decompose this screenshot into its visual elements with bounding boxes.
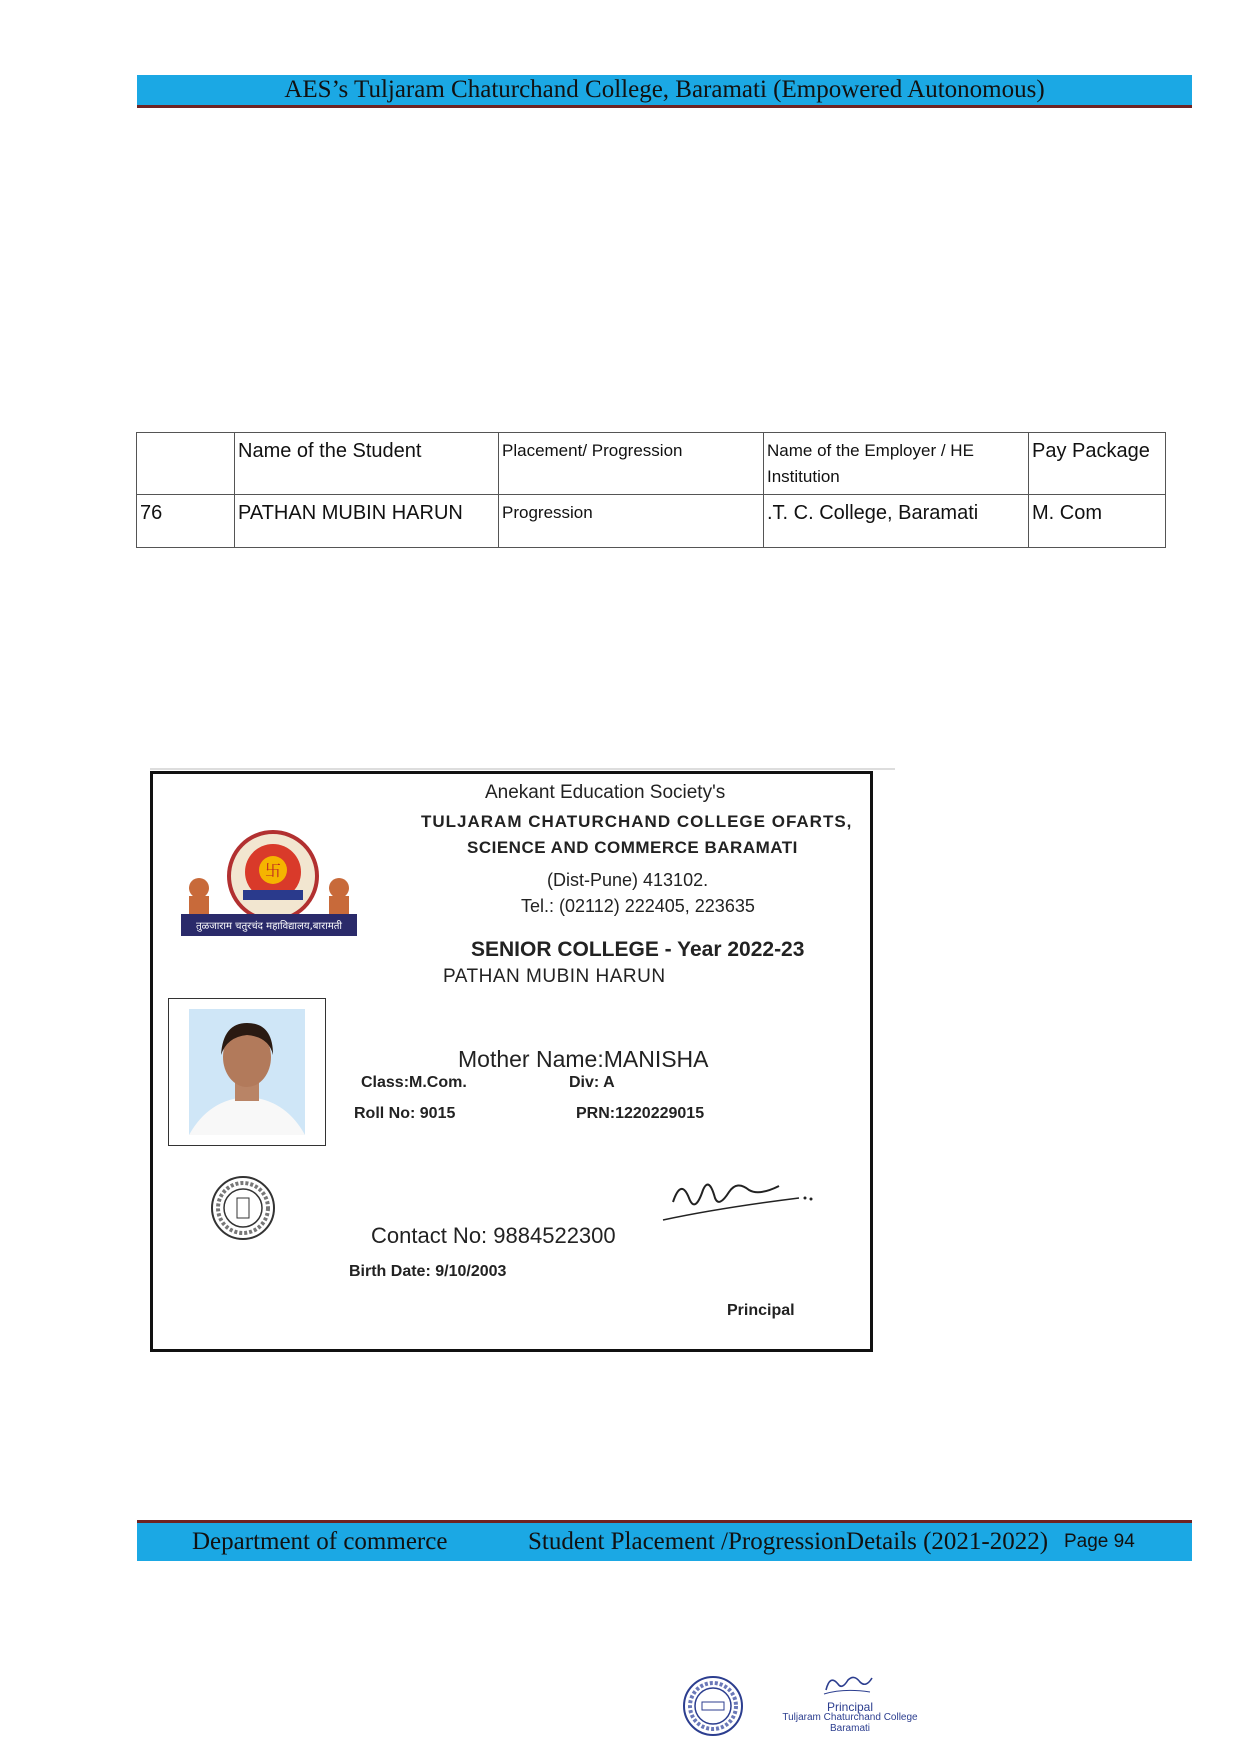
footer-subject: Student Placement /ProgressionDetails (2021-2022) bbox=[528, 1528, 1049, 1555]
cell-sno: 76 bbox=[137, 495, 235, 548]
division-field: Div: A bbox=[569, 1074, 615, 1091]
svg-text:तुळजाराम चतुरचंद महाविद्यालय,ब: तुळजाराम चतुरचंद महाविद्यालय,बारामती bbox=[195, 921, 343, 932]
principal-label: Principal bbox=[727, 1302, 795, 1319]
header-cell-student-name: Name of the Student bbox=[235, 433, 499, 495]
cell-student-name: PATHAN MUBIN HARUN bbox=[235, 495, 499, 548]
college-name-line1: TULJARAM CHATURCHAND COLLEGE OFARTS, bbox=[421, 812, 853, 831]
senior-college-year: SENIOR COLLEGE - Year 2022-23 bbox=[471, 938, 805, 961]
footer-page-number: Page 94 bbox=[1064, 1531, 1135, 1552]
college-stamp-icon bbox=[209, 1174, 277, 1242]
roll-number: Roll No: 9015 bbox=[354, 1105, 456, 1122]
principal-place: Baramati bbox=[829, 1723, 870, 1734]
college-district: (Dist-Pune) 413102. bbox=[547, 870, 709, 890]
footer-department: Department of commerce bbox=[192, 1528, 448, 1555]
mother-name: Mother Name:MANISHA bbox=[458, 1046, 709, 1072]
card-student-name: PATHAN MUBIN HARUN bbox=[443, 966, 666, 987]
college-seal-icon bbox=[682, 1675, 744, 1737]
table-header-row bbox=[137, 433, 1166, 495]
society-name: Anekant Education Society's bbox=[485, 782, 726, 803]
principal-title: Principal bbox=[826, 1700, 874, 1714]
page-footer-band bbox=[137, 1520, 1192, 1561]
principal-college: Tuljaram Chaturchand College bbox=[782, 1712, 918, 1723]
birth-date: Birth Date: 9/10/2003 bbox=[349, 1263, 507, 1280]
student-photo-image bbox=[169, 999, 325, 1145]
header-cell-placement: Placement/ Progression bbox=[499, 433, 764, 495]
table-row bbox=[137, 495, 1166, 548]
college-logo bbox=[181, 826, 357, 946]
cell-pay-package: M. Com bbox=[1029, 495, 1166, 548]
placement-table bbox=[136, 432, 1166, 548]
card-top-edge bbox=[150, 768, 895, 770]
cell-placement: Progression bbox=[499, 495, 764, 548]
college-telephone: Tel.: (02112) 222405, 223635 bbox=[521, 896, 755, 916]
principal-signature-bottom-icon bbox=[820, 1670, 876, 1698]
cell-employer: .T. C. College, Baramati bbox=[764, 495, 1029, 548]
header-cell-sno bbox=[137, 433, 235, 495]
principal-signature-icon bbox=[659, 1168, 819, 1228]
page-header-band bbox=[137, 75, 1192, 108]
svg-text:卐: 卐 bbox=[264, 861, 282, 880]
student-id-card bbox=[150, 771, 873, 1352]
college-name-line2: SCIENCE AND COMMERCE BARAMATI bbox=[467, 838, 798, 857]
header-cell-employer: Name of the Employer / HE Institution bbox=[764, 433, 1029, 495]
class-field: Class:M.Com. bbox=[361, 1074, 467, 1091]
contact-number: Contact No: 9884522300 bbox=[371, 1223, 616, 1248]
header-cell-pay-package: Pay Package bbox=[1029, 433, 1166, 495]
prn-number: PRN:1220229015 bbox=[576, 1105, 705, 1122]
header-title: AES’s Tuljaram Chaturchand College, Baramati (Empowered Autonomous) bbox=[284, 76, 1045, 103]
student-photo bbox=[168, 998, 326, 1146]
